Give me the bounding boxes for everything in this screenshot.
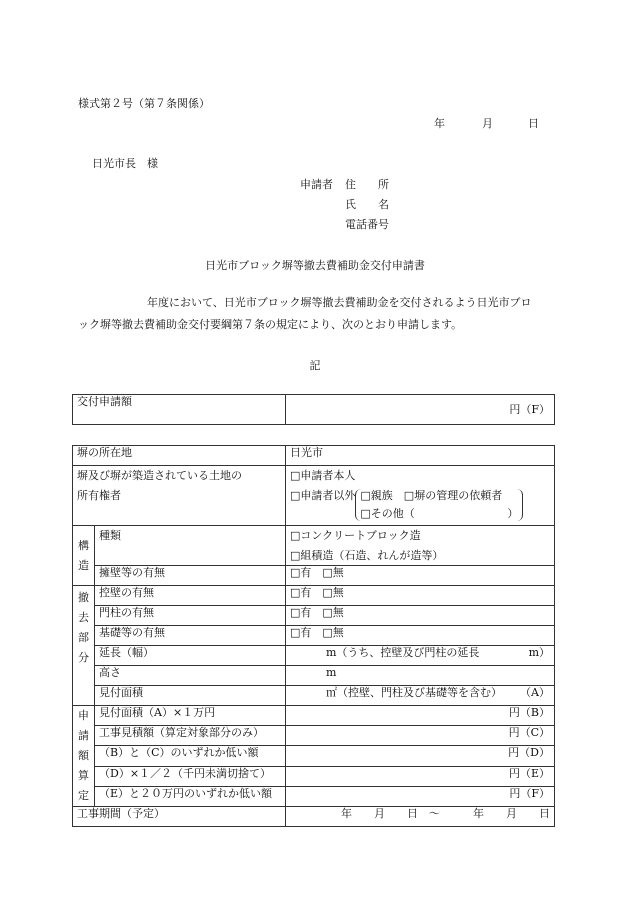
document-title: 日光市ブロック塀等撤去費補助金交付申請書: [205, 259, 425, 272]
calc-value-b: 円（B）: [286, 706, 555, 726]
applicant-address-label: 住 所: [345, 178, 389, 191]
amount-label: 交付申請額: [73, 395, 286, 425]
length-label: 延長（幅）: [95, 646, 286, 666]
kind-label: 種類: [95, 526, 286, 566]
height-label: 高さ: [95, 666, 286, 686]
period-value: 年 月 日 ～ 年 月 日: [286, 807, 555, 827]
calc-value-e: 円（E）: [286, 766, 555, 786]
amount-value: 円（F）: [286, 395, 555, 425]
retaining-wall-label: 擁壁等の有無: [95, 566, 286, 586]
owner-options: □申請者本人 □申請者以外 □親族 □塀の管理の依頼者 □その他（ ）: [286, 466, 555, 526]
tekkyo-vertical-label: 撤 去 部 分: [73, 586, 95, 706]
location-value: 日光市: [286, 446, 555, 466]
buttress-options: □有 □無: [286, 586, 555, 606]
main-table: [72, 445, 555, 827]
date-year: 年: [434, 117, 445, 130]
calc-value-c: 円（C）: [286, 726, 555, 746]
owner-label: 塀及び塀が築造されている土地の 所有権者: [73, 466, 286, 526]
retaining-wall-options: □有 □無: [286, 566, 555, 586]
gatepost-options: □有 □無: [286, 606, 555, 626]
foundation-label: 基礎等の有無: [95, 626, 286, 646]
kozo-vertical-label: 構 造: [73, 526, 95, 586]
gatepost-label: 門柱の有無: [95, 606, 286, 626]
calc-label-d: （B）と（C）のいずれか低い額: [95, 746, 286, 766]
area-label: 見付面積: [95, 686, 286, 706]
period-label: 工事期間（予定）: [73, 807, 286, 827]
applicant-name-label: 氏 名: [345, 198, 389, 211]
amount-table: [72, 394, 555, 425]
calc-label-e: （D）×１／２（千円未満切捨て）: [95, 766, 286, 786]
form-number: 様式第２号（第７条関係）: [78, 97, 210, 110]
date-month: 月: [482, 117, 493, 130]
calc-label-b: 見付面積（A）×１万円: [95, 706, 286, 726]
location-label: 塀の所在地: [73, 446, 286, 466]
applicant-phone-label: 電話番号: [345, 218, 389, 231]
height-value: m: [286, 666, 555, 686]
calc-label-c: 工事見積額（算定対象部分のみ）: [95, 726, 286, 746]
foundation-options: □有 □無: [286, 626, 555, 646]
area-value: ㎡（控壁、門柱及び基礎等を含む） （A）: [286, 686, 555, 706]
calc-label-f: （E）と２０万円のいずれか低い額: [95, 786, 286, 806]
buttress-label: 控壁の有無: [95, 586, 286, 606]
calc-value-f: 円（F）: [286, 786, 555, 806]
calc-value-d: 円（D）: [286, 746, 555, 766]
ki-heading: 記: [309, 359, 321, 372]
applicant-label: 申請者: [300, 178, 333, 191]
length-value: m（うち、控壁及び門柱の延長 m）: [286, 646, 555, 666]
addressee: 日光市長 様: [92, 157, 158, 170]
kind-options: □コンクリートブロック造 □組積造（石造、れんが造等）: [286, 526, 555, 566]
shinsei-vertical-label: 申 請 額 算 定: [73, 706, 95, 807]
date-day: 日: [528, 117, 539, 130]
body-line-1: 年度において、日光市ブロック塀等撤去費補助金を交付されるよう日光市ブロ: [147, 296, 532, 309]
body-line-2: ック塀等撤去費補助金交付要綱第７条の規定により、次のとおり申請します。: [78, 318, 463, 331]
